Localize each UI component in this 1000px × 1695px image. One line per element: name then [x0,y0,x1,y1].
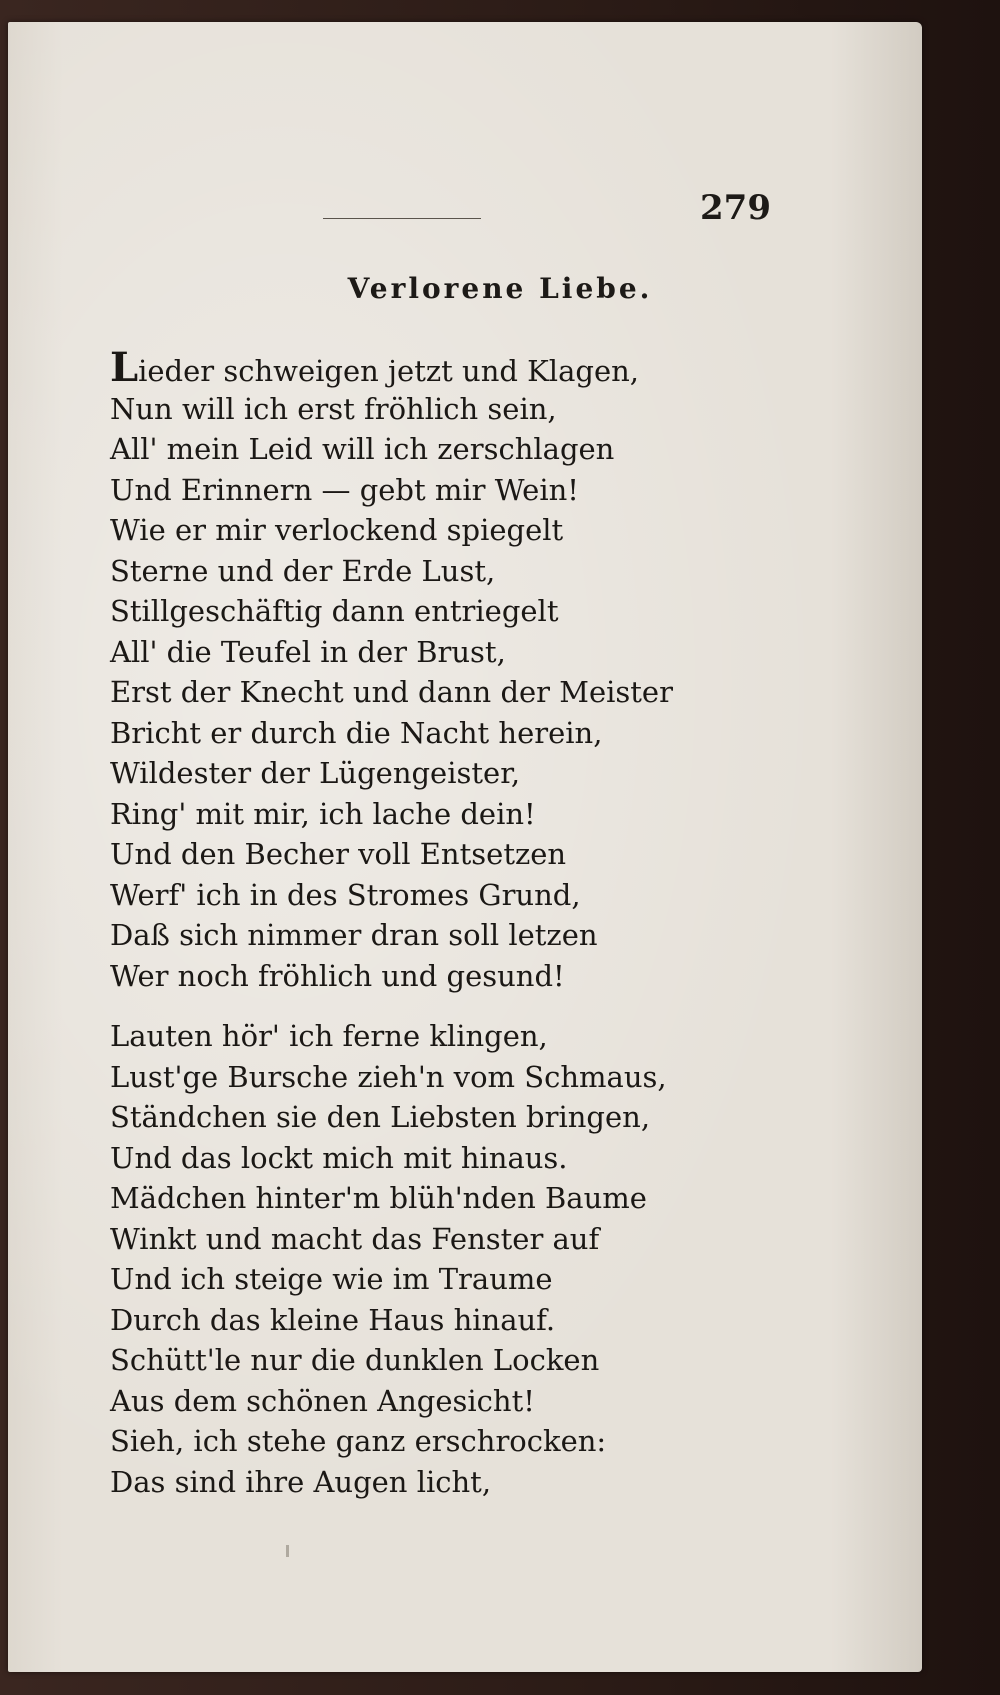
poem-line: Daß sich nimmer dran soll letzen [110,918,598,952]
poem-line: Wie er mir verlockend spiegelt [110,513,564,547]
poem-line: Sieh, ich stehe ganz erschrocken: [110,1424,607,1458]
poem-line: Wildester der Lügengeister, [110,756,521,790]
poem-line: Winkt und macht das Fenster auf [110,1221,600,1256]
poem-line: All' mein Leid will ich zerschlagen [110,432,615,466]
poem-line: Und Erinnern — gebt mir Wein! [110,472,579,507]
header-rule [323,218,481,219]
poem-line: Erst der Knecht und dann der Meister [110,675,673,709]
page-number: 279 [700,188,771,228]
poem-line: Ständchen sie den Liebsten bringen, [110,1100,651,1134]
poem-line: Bricht er durch die Nacht herein, [110,715,603,750]
poem-line: Aus dem schönen Angesicht! [110,1383,535,1418]
poem-line: Stillgeschäftig dann entriegelt [110,594,559,628]
poem-line: Und ich steige wie im Traume [110,1262,553,1296]
poem-line: Wer noch fröhlich und gesund! [110,958,565,993]
poem-line: Lauten hör' ich ferne klingen, [110,1019,548,1053]
poem-title: Verlorene Liebe. [347,272,653,305]
poem-line: Lust'ge Bursche zieh'n vom Schmaus, [110,1059,667,1094]
stanza-2 [110,1016,667,1502]
poem-line: Lieder schweigen jetzt und Klagen, [110,344,639,391]
poem-line: Und das lockt mich mit hinaus. [110,1140,568,1175]
poem-line: All' die Teufel in der Brust, [110,634,506,669]
poem-line: Schütt'le nur die dunklen Locken [110,1343,600,1377]
poem-line: Mädchen hinter'm blüh'nden Baume [110,1181,647,1215]
poem-line: Sterne und der Erde Lust, [110,553,496,588]
poem-line: Werf' ich in des Stromes Grund, [110,877,581,912]
stanza-1 [110,344,673,996]
poem-line: Ring' mit mir, ich lache dein! [110,796,536,831]
poem-line: Das sind ihre Augen licht, [110,1464,492,1499]
poem-line: Durch das kleine Haus hinauf. [110,1302,556,1337]
poem-line: Nun will ich erst fröhlich sein, [110,391,557,426]
ink-speck [286,1545,289,1557]
poem-line: Und den Becher voll Entsetzen [110,837,567,871]
